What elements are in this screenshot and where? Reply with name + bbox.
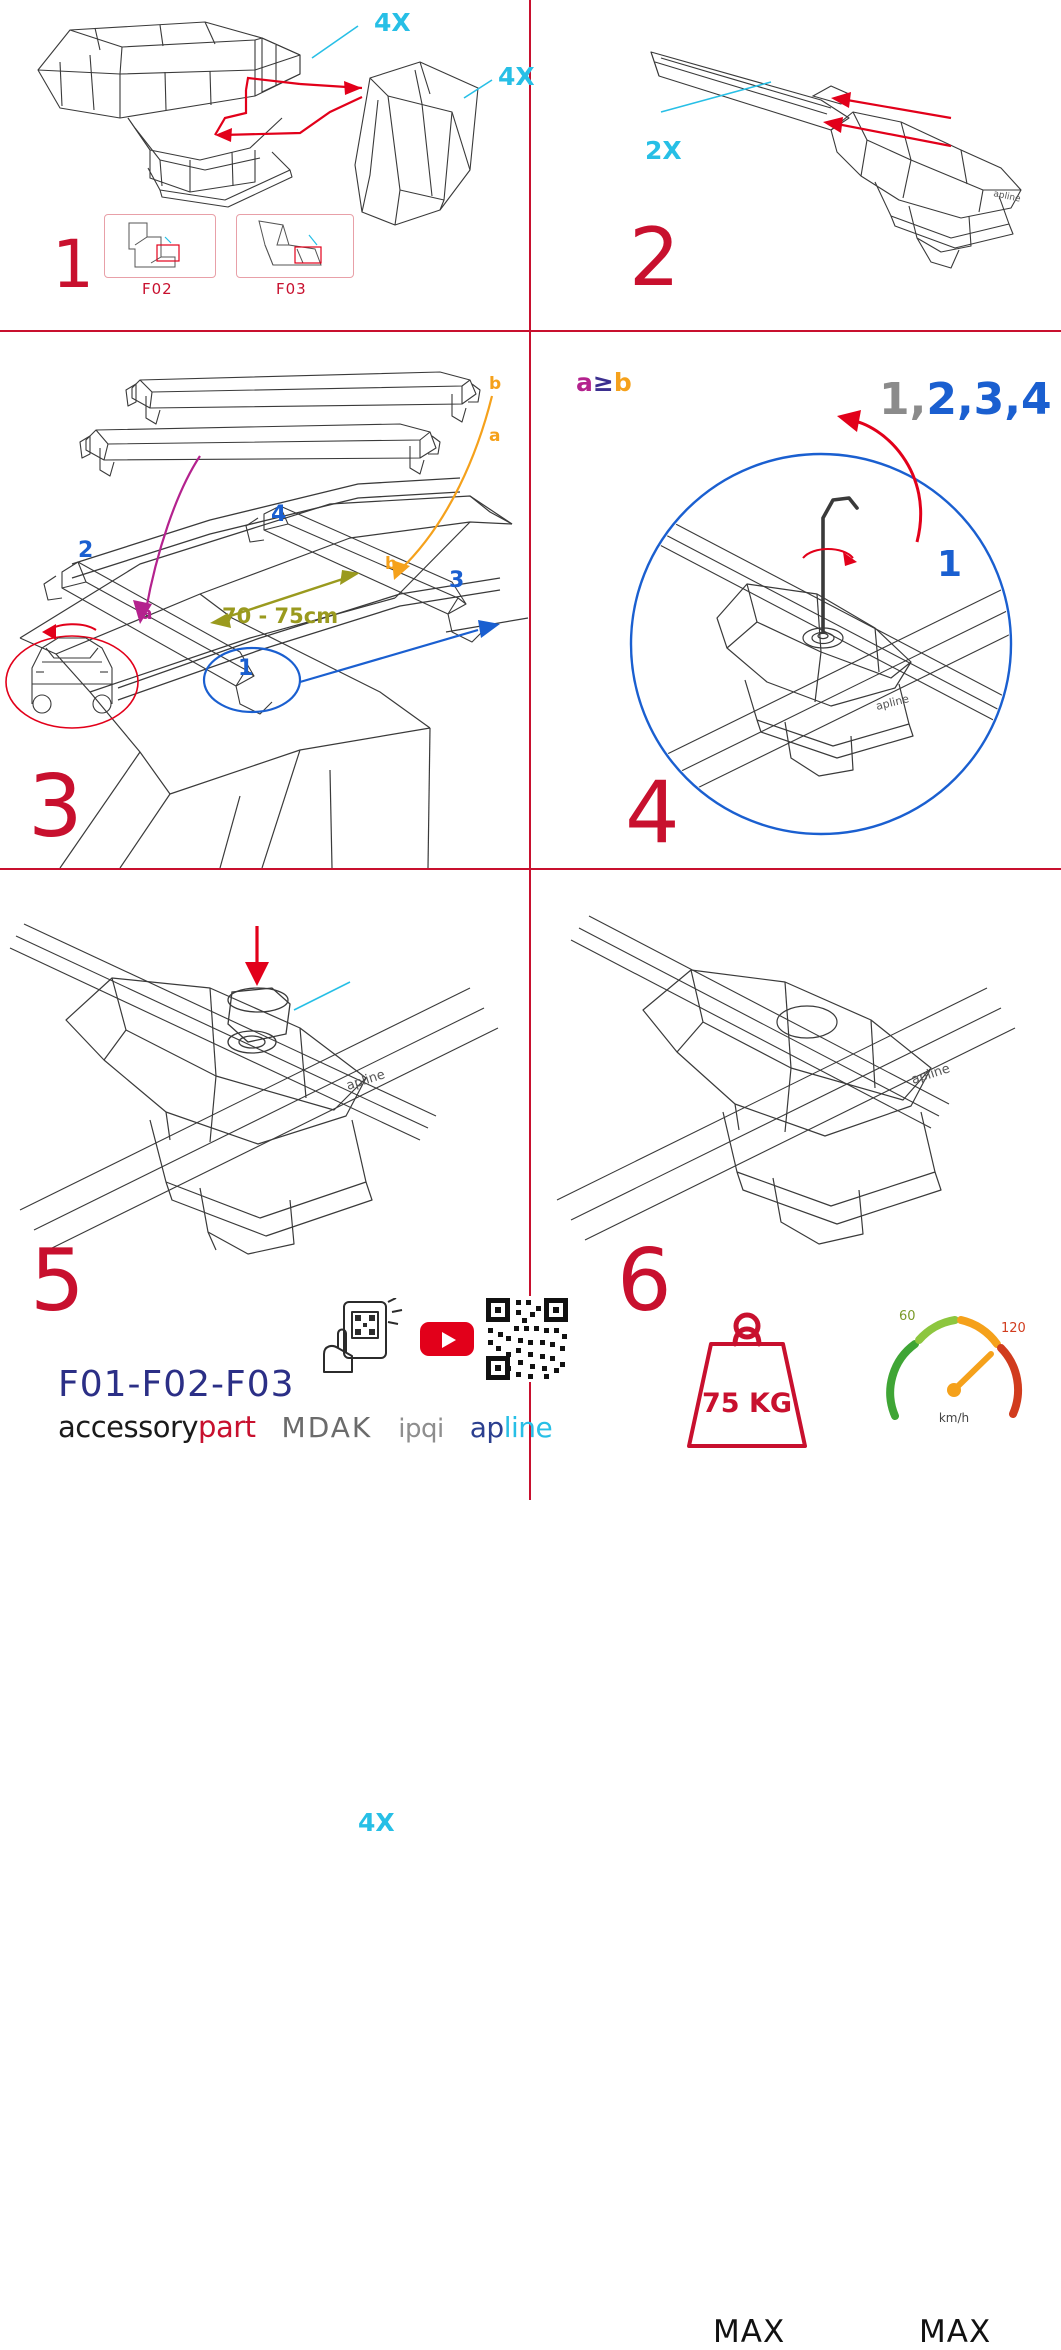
step-5-illustration xyxy=(0,870,529,1290)
brand-apline-accent: line xyxy=(503,1411,553,1444)
step-2-panel xyxy=(531,0,1061,330)
arrow-head-red-3 xyxy=(831,92,851,108)
variant-box-f03 xyxy=(236,214,354,278)
variant-label-f03: F03 xyxy=(276,280,307,298)
max-speed-gauge-icon xyxy=(873,1298,1033,1458)
callout-4x-caps: 4X xyxy=(358,1808,395,1837)
variant-f02-illustration xyxy=(105,215,213,275)
brand-apline-main: ap xyxy=(469,1411,504,1444)
callout-tighten-sequence xyxy=(879,374,1052,425)
arrow-head-red-4 xyxy=(823,117,843,133)
callout-sequence-rest: 2,3,4 xyxy=(926,374,1052,425)
arrow-head-blue-1 xyxy=(478,620,500,638)
step-number-4: 4 xyxy=(625,763,678,863)
callout-a-ge-b: a≥b xyxy=(576,368,632,397)
arrow-head-red-1 xyxy=(344,81,362,95)
callout-first-bolt: 1 xyxy=(937,544,963,585)
step-1-panel xyxy=(0,0,535,330)
callout-bar-3: 3 xyxy=(449,568,465,593)
step-number-6: 6 xyxy=(617,1231,670,1331)
step-4-panel xyxy=(531,332,1061,868)
brand-mdak: MDAK xyxy=(281,1411,373,1444)
step-5-panel xyxy=(0,870,553,1837)
max-weight-label: MAX xyxy=(713,2314,786,2350)
callout-b-orange-low: b xyxy=(385,554,398,574)
step-6-panel xyxy=(531,870,1061,2350)
variant-box-f02 xyxy=(104,214,216,278)
brand-row xyxy=(58,1410,552,1444)
svg-text:apline: apline xyxy=(909,1061,952,1088)
arrow-head-sequence xyxy=(837,410,861,432)
brand-accessorypart xyxy=(58,1410,256,1444)
max-weight-icon xyxy=(677,1300,817,1460)
callout-b-orange-top: b xyxy=(489,374,502,394)
gauge-unit-label: km/h xyxy=(938,1411,970,1425)
variant-f03-illustration xyxy=(237,215,351,275)
callout-bar-4: 4 xyxy=(271,502,287,527)
step-number-3: 3 xyxy=(28,757,81,857)
arrow-head-press-down xyxy=(245,962,269,986)
callout-sequence-first: 1, xyxy=(879,374,927,425)
brand-accessory-main: accessory xyxy=(58,1410,199,1444)
model-code: F01-F02-F03 xyxy=(58,1364,295,1405)
qr-scan-icon[interactable] xyxy=(318,1298,418,1376)
callout-bar-1: 1 xyxy=(238,656,254,681)
svg-text:apline: apline xyxy=(874,692,911,713)
callout-2x: 2X xyxy=(645,136,682,165)
youtube-icon[interactable] xyxy=(418,1318,476,1360)
max-speed-label: MAX xyxy=(919,2314,992,2350)
svg-text:apline: apline xyxy=(344,1067,387,1094)
callout-spacing-range: 70 - 75cm xyxy=(222,604,339,628)
step-3-panel xyxy=(0,332,529,868)
callout-4x-a: 4X xyxy=(374,8,411,37)
max-weight-value: 75 KG xyxy=(701,1388,793,1419)
step-2-illustration xyxy=(531,0,1061,330)
step-6-illustration xyxy=(531,870,1061,1290)
variant-label-f02: F02 xyxy=(142,280,173,298)
callout-bar-2: 2 xyxy=(78,538,94,563)
callout-4x-b: 4X xyxy=(498,62,535,91)
step-number-2: 2 xyxy=(629,211,678,304)
step-number-5: 5 xyxy=(30,1231,83,1331)
callout-a-magenta: a xyxy=(141,604,153,624)
brand-accessory-accent: part xyxy=(198,1410,256,1444)
svg-text:apline: apline xyxy=(992,189,1022,205)
gauge-max-label: 120 xyxy=(1001,1321,1026,1336)
brand-ipqi: ipqi xyxy=(398,1414,444,1444)
callout-a-orange: a xyxy=(489,426,501,446)
arrow-head-red-car xyxy=(42,624,56,640)
gauge-min-label: 60 xyxy=(899,1309,916,1324)
step-number-1: 1 xyxy=(52,226,92,303)
